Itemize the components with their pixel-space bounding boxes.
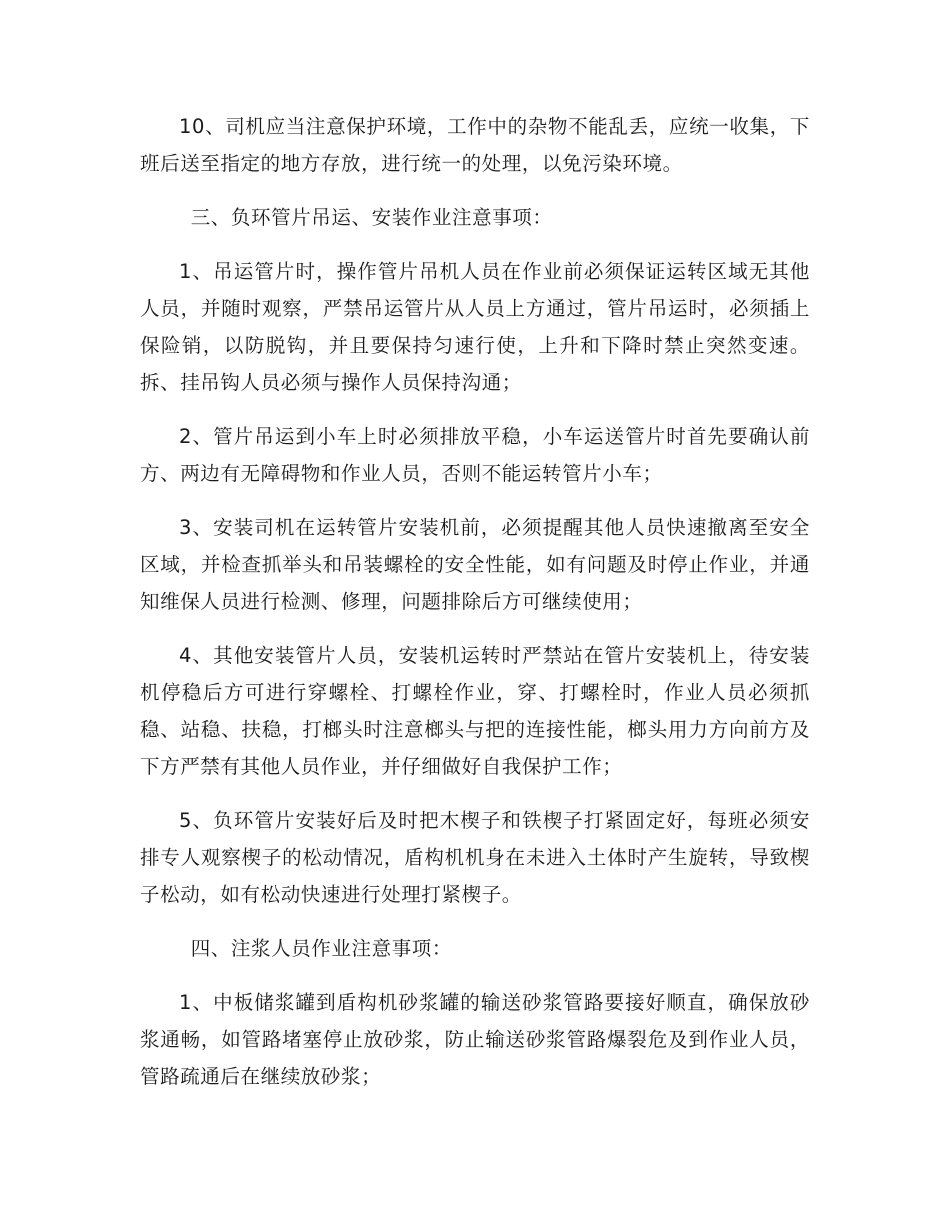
paragraph-item-4: 4、其他安装管片人员，安装机运转时严禁站在管片安装机上，待安装机停稳后方可进行穿螺栓、打螺栓作业，穿、打螺栓时，作业人员必须抓稳、站稳、扶稳，打榔头时注意榔头与把的连接性能，榔头用力方向前方及下方严禁有其他人员作业，并仔细做好自我保护工作； — [140, 644, 810, 778]
paragraph-item-3: 3、安装司机在运转管片安装机前，必须提醒其他人员快速撤离至安全区域，并检查抓举头和吊装螺栓的安全性能，如有问题及时停止作业，并通知维保人员进行检测、修理，问题排除后方可继续使用； — [140, 516, 810, 613]
paragraph-item-10: 10、司机应当注意保护环境，工作中的杂物不能乱丢，应统一收集，下班后送至指定的地方存放，进行统一的处理，以免污染环境。 — [140, 115, 810, 175]
section-heading-4: 四、注浆人员作业注意事项： — [190, 937, 452, 960]
paragraph-grouting-item-1: 1、中板储浆罐到盾构机砂浆罐的输送砂浆管路要接好顺直，确保放砂浆通畅，如管路堵塞停止放砂浆，防止输送砂浆管路爆裂危及到作业人员，管路疏通后在继续放砂浆； — [140, 991, 810, 1088]
paragraph-item-1: 1、吊运管片时，操作管片吊机人员在作业前必须保证运转区域无其他人员，并随时观察，严禁吊运管片从人员上方通过，管片吊运时，必须插上保险销，以防脱钩，并且要保持匀速行使，上升和下降时禁止突然变速。拆、挂吊钩人员必须与操作人员保持沟通； — [140, 260, 810, 394]
paragraph-item-2: 2、管片吊运到小车上时必须排放平稳，小车运送管片时首先要确认前方、两边有无障碍物和作业人员，否则不能运转管片小车； — [140, 425, 810, 485]
section-heading-3: 三、负环管片吊运、安装作业注意事项： — [190, 206, 553, 229]
paragraph-item-5: 5、负环管片安装好后及时把木楔子和铁楔子打紧固定好，每班必须安排专人观察楔子的松动情况，盾构机机身在未进入土体时产生旋转，导致楔子松动，如有松动快速进行处理打紧楔子。 — [140, 809, 810, 906]
document-body — [140, 108, 810, 1112]
